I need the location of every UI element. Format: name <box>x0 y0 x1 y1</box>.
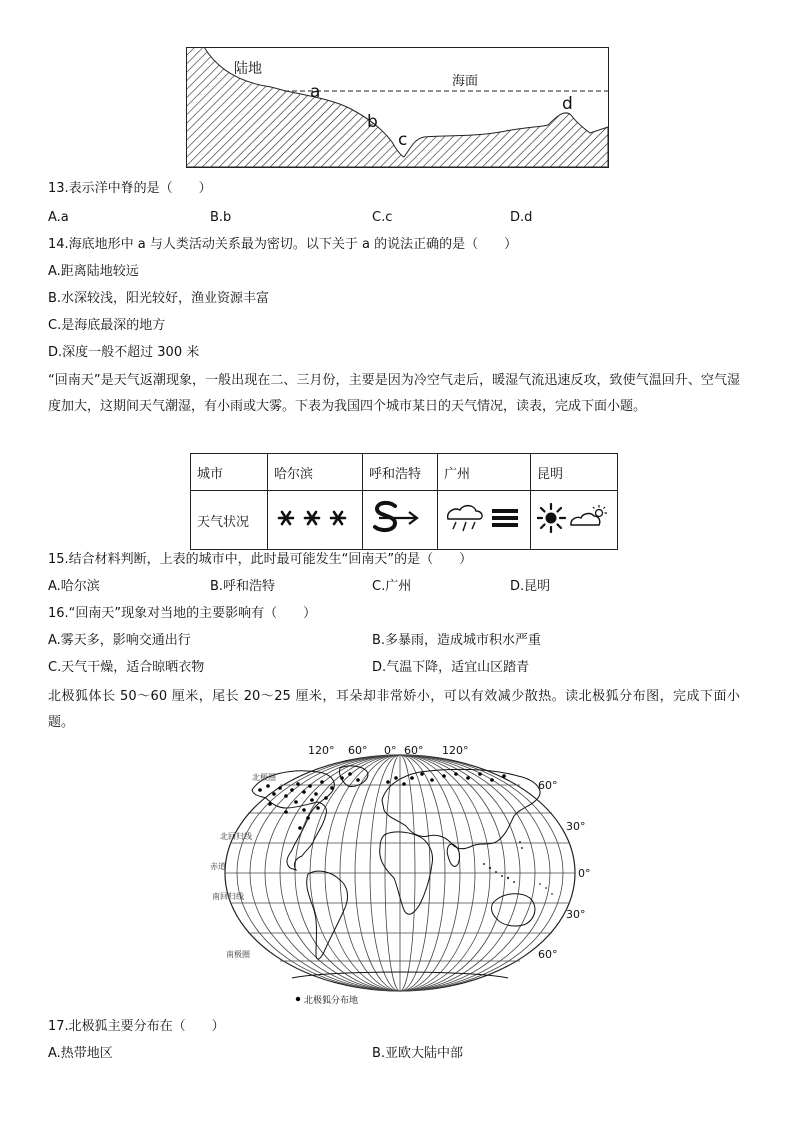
label-c: c <box>398 130 408 150</box>
label-d: d <box>562 94 573 114</box>
lat-label-0: 0° <box>578 867 591 880</box>
q14-option-d[interactable]: D.深度一般不超过 300 米 <box>48 345 200 360</box>
lon-label-0: 0° <box>384 744 397 757</box>
q13-option-b[interactable]: B.b <box>210 210 232 225</box>
q13-option-a[interactable]: A.a <box>48 210 69 225</box>
sandstorm-cell <box>363 491 438 550</box>
table-header-guangzhou: 广州 <box>438 454 531 491</box>
sunny-to-cloudy-icon <box>537 501 611 535</box>
arctic-circle-label: 北极圈 <box>252 773 276 782</box>
q13-stem: 13.表示洋中脊的是（ ） <box>48 181 212 196</box>
lat-label-30s: 30° <box>566 908 586 921</box>
q15-option-b[interactable]: B.呼和浩特 <box>210 579 276 594</box>
q17-option-b[interactable]: B.亚欧大陆中部 <box>372 1046 464 1061</box>
seafloor-profile-figure <box>186 47 610 169</box>
lat-label-30n: 30° <box>566 820 586 833</box>
land-label: 陆地 <box>234 61 262 77</box>
sea-level-label: 海面 <box>452 74 479 89</box>
table-header-kunming: 昆明 <box>531 454 618 491</box>
q14-option-c[interactable]: C.是海底最深的地方 <box>48 318 166 333</box>
q14-option-a[interactable]: A.距离陆地较远 <box>48 264 139 279</box>
q16-option-b[interactable]: B.多暴雨，造成城市积水严重 <box>372 633 542 648</box>
q17-stem: 17.北极狐主要分布在（ ） <box>48 1019 225 1034</box>
equator-label: 赤道 <box>210 862 226 871</box>
rain-and-fog-icon <box>444 501 520 535</box>
tropic-of-capricorn-label: 南回归线 <box>212 892 244 901</box>
table-header-city: 城市 <box>191 454 268 491</box>
q14-option-b[interactable]: B.水深较浅，阳光较好，渔业资源丰富 <box>48 291 270 306</box>
map-legend-label: 北极狐分布地 <box>304 996 359 1006</box>
q15-stem: 15.结合材料判断，上表的城市中，此时最可能发生“回南天”的是（ ） <box>48 552 473 567</box>
q16-option-d[interactable]: D.气温下降，适宜山区踏青 <box>372 660 530 675</box>
lon-label-60e: 60° <box>404 744 424 757</box>
q14-stem: 14.海底地形中 a 与人类活动关系最为密切。以下关于 a 的说法正确的是（ ） <box>48 237 518 252</box>
sandstorm-icon <box>369 498 425 538</box>
label-b: b <box>367 112 378 132</box>
weather-table <box>190 453 618 550</box>
india-outline <box>447 844 459 866</box>
q15-option-c[interactable]: C.广州 <box>372 579 412 594</box>
q15-option-a[interactable]: A.哈尔滨 <box>48 579 100 594</box>
heavy-snow-cell <box>268 491 363 550</box>
arctic-fox-distribution-map <box>200 738 600 1010</box>
q16-option-c[interactable]: C.天气干燥，适合晾晒衣物 <box>48 660 205 675</box>
table-row-label: 天气状况 <box>191 491 268 550</box>
heavy-snow-icon <box>274 503 354 533</box>
label-a: a <box>310 82 321 102</box>
north-america-outline <box>252 771 334 870</box>
q17-option-a[interactable]: A.热带地区 <box>48 1046 113 1061</box>
legend-dot-icon <box>296 997 300 1001</box>
q16-option-a[interactable]: A.雾天多，影响交通出行 <box>48 633 191 648</box>
q16-stem: 16.“回南天”现象对当地的主要影响有（ ） <box>48 606 317 621</box>
q13-option-c[interactable]: C.c <box>372 210 393 225</box>
lat-label-60s: 60° <box>538 948 558 961</box>
q15-option-d[interactable]: D.昆明 <box>510 579 551 594</box>
passage-huinantian: “回南天”是天气返潮现象，一般出现在二、三月份，主要是因为冷空气走后，暖湿气流迅速反攻，致使气温回升、空气湿度加大，这期间天气潮湿，有小雨或大雾。下表为我国四个城市某日的天气情况，读表，完成下面小题。 <box>48 373 740 414</box>
q13-option-d[interactable]: D.d <box>510 210 533 225</box>
rain-fog-cell <box>438 491 531 550</box>
table-header-hohhot: 呼和浩特 <box>363 454 438 491</box>
lat-label-60n: 60° <box>538 779 558 792</box>
passage-arctic-fox: 北极狐体长 50～60 厘米，尾长 20～25 厘米，耳朵却非常娇小，可以有效减少散热。读北极狐分布图，完成下面小题。 <box>48 689 740 730</box>
antarctic-circle-label: 南极圈 <box>226 950 250 959</box>
table-header-harbin: 哈尔滨 <box>268 454 363 491</box>
lon-label-60w: 60° <box>348 744 368 757</box>
lon-label-120w: 120° <box>308 744 335 757</box>
lon-label-120e: 120° <box>442 744 469 757</box>
sun-cloud-cell <box>531 491 618 550</box>
tropic-of-cancer-label: 北回归线 <box>220 832 252 841</box>
eurasia-outline <box>382 769 540 848</box>
